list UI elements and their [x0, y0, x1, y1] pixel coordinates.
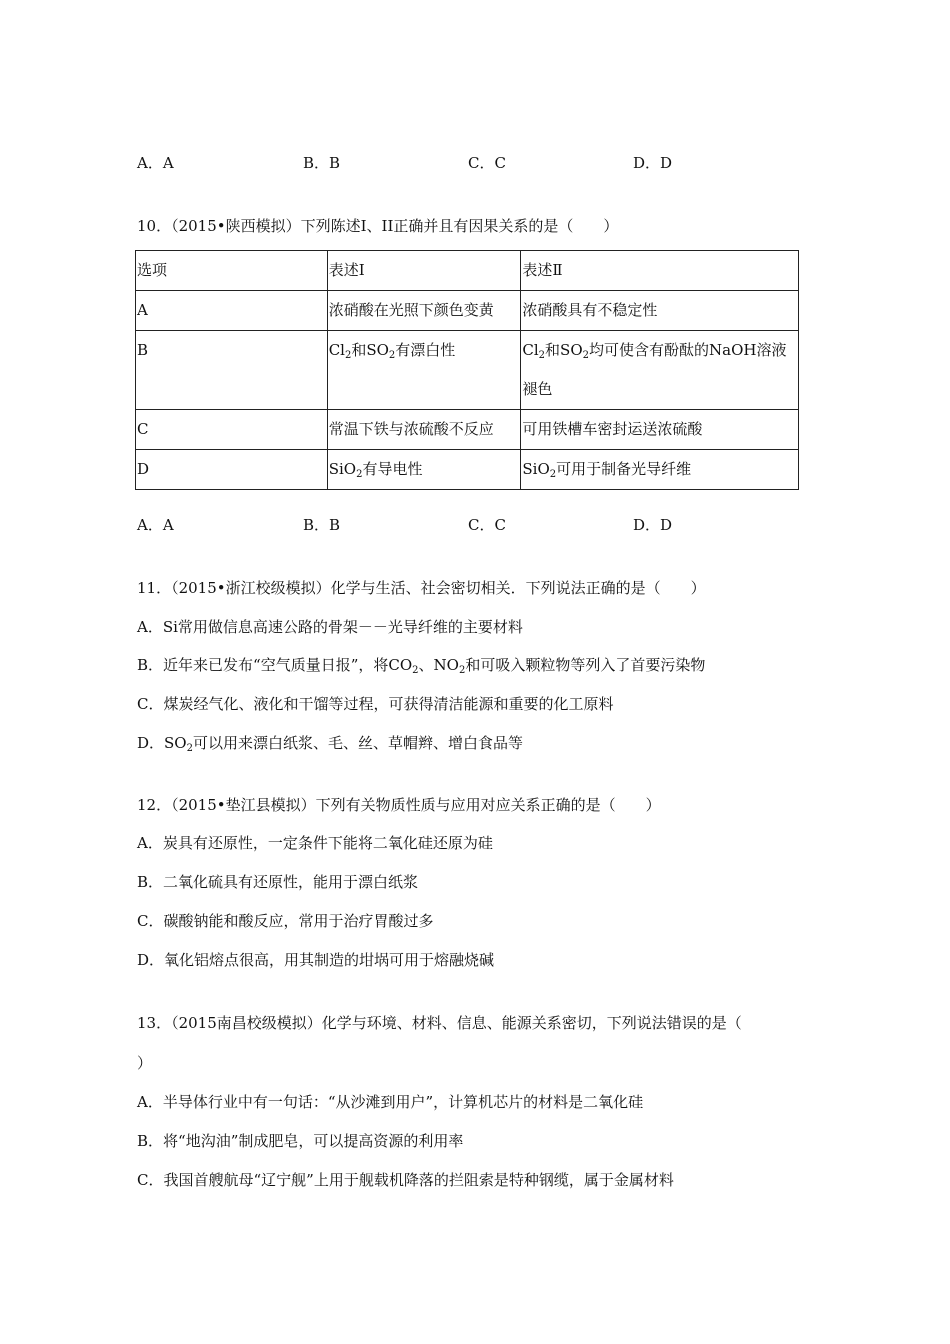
row-b-statement-1: $Cl_2$和$SO_2$有漂白性	[327, 331, 521, 410]
row-c-statement-2: 可用铁槽车密封运送浓硫酸	[521, 410, 799, 450]
table-row	[136, 450, 799, 490]
header-statement-2: 表述Ⅱ	[521, 251, 799, 291]
option-c: C．C	[468, 154, 506, 172]
q12-option-b: B．二氧化硫具有还原性，能用于漂白纸浆	[137, 873, 419, 891]
row-a-option: A	[136, 291, 328, 331]
row-b-statement-2: $Cl_2$和$SO_2$均可使含有酚酞的NaOH溶液 褪色	[521, 331, 799, 410]
table-row	[136, 331, 799, 410]
option-d: D．D	[633, 516, 673, 534]
q12-option-a: A．炭具有还原性，一定条件下能将二氧化硅还原为硅	[137, 834, 493, 852]
q10-options	[137, 515, 837, 535]
q13-option-a: A．半导体行业中有一句话：“从沙滩到用户”，计算机芯片的材料是二氧化硅	[137, 1093, 644, 1111]
q13-option-b: B．将“地沟油”制成肥皂，可以提高资源的利用率	[137, 1132, 464, 1150]
option-b: B．B	[303, 516, 341, 534]
table-header-row	[136, 251, 799, 291]
row-c-statement-1: 常温下铁与浓硫酸不反应	[327, 410, 521, 450]
q12-option-d: D．氧化铝熔点很高，用其制造的坩埚可用于熔融烧碱	[137, 951, 495, 969]
option-a: A．A	[137, 516, 174, 534]
option-a: A．A	[137, 154, 174, 172]
q10-stem: 10．（2015•陕西模拟）下列陈述Ⅰ、II正确并且有因果关系的是（ ）	[137, 217, 619, 235]
q10-table	[135, 250, 799, 490]
row-d-statement-2: SiO$_2$可用于制备光导纤维	[521, 450, 799, 490]
q12-stem: 12．（2015•垫江县模拟）下列有关物质性质与应用对应关系正确的是（ ）	[137, 796, 661, 814]
q11-option-a: A．Si常用做信息高速公路的骨架－－光导纤维的主要材料	[137, 618, 523, 636]
row-d-option: D	[136, 450, 328, 490]
q13-option-c: C．我国首艘航母“辽宁舰”上用于舰载机降落的拦阻索是特种钢缆，属于金属材料	[137, 1171, 674, 1189]
row-a-statement-1: 浓硝酸在光照下颜色变黄	[327, 291, 521, 331]
q9-options	[137, 153, 837, 173]
q11-option-b: B．近年来已发布“空气质量日报”，将$CO_2$、$NO_2$和可吸入颗粒物等列入了首要污染物	[137, 656, 706, 676]
row-a-statement-2: 浓硝酸具有不稳定性	[521, 291, 799, 331]
table-row	[136, 410, 799, 450]
q13-stem-continued: ）	[137, 1054, 153, 1072]
table-row	[136, 291, 799, 331]
row-d-statement-1: SiO$_2$有导电性	[327, 450, 521, 490]
row-c-option: C	[136, 410, 328, 450]
q11-option-d: D．$SO_2$可以用来漂白纸浆、毛、丝、草帽辫、增白食品等	[137, 734, 523, 754]
header-option: 选项	[136, 251, 328, 291]
row-b-option: B	[136, 331, 328, 410]
q12-option-c: C．碳酸钠能和酸反应，常用于治疗胃酸过多	[137, 912, 434, 930]
option-b: B．B	[303, 154, 341, 172]
q11-stem: 11．（2015•浙江校级模拟）化学与生活、社会密切相关．下列说法正确的是（ ）	[137, 579, 706, 597]
option-d: D．D	[633, 154, 673, 172]
option-c: C．C	[468, 516, 506, 534]
q13-stem: 13．（2015南昌校级模拟）化学与环境、材料、信息、能源关系密切，下列说法错误的是（	[137, 1014, 742, 1032]
q11-option-c: C．煤炭经气化、液化和干馏等过程，可获得清洁能源和重要的化工原料	[137, 695, 614, 713]
header-statement-1: 表述Ⅰ	[327, 251, 521, 291]
